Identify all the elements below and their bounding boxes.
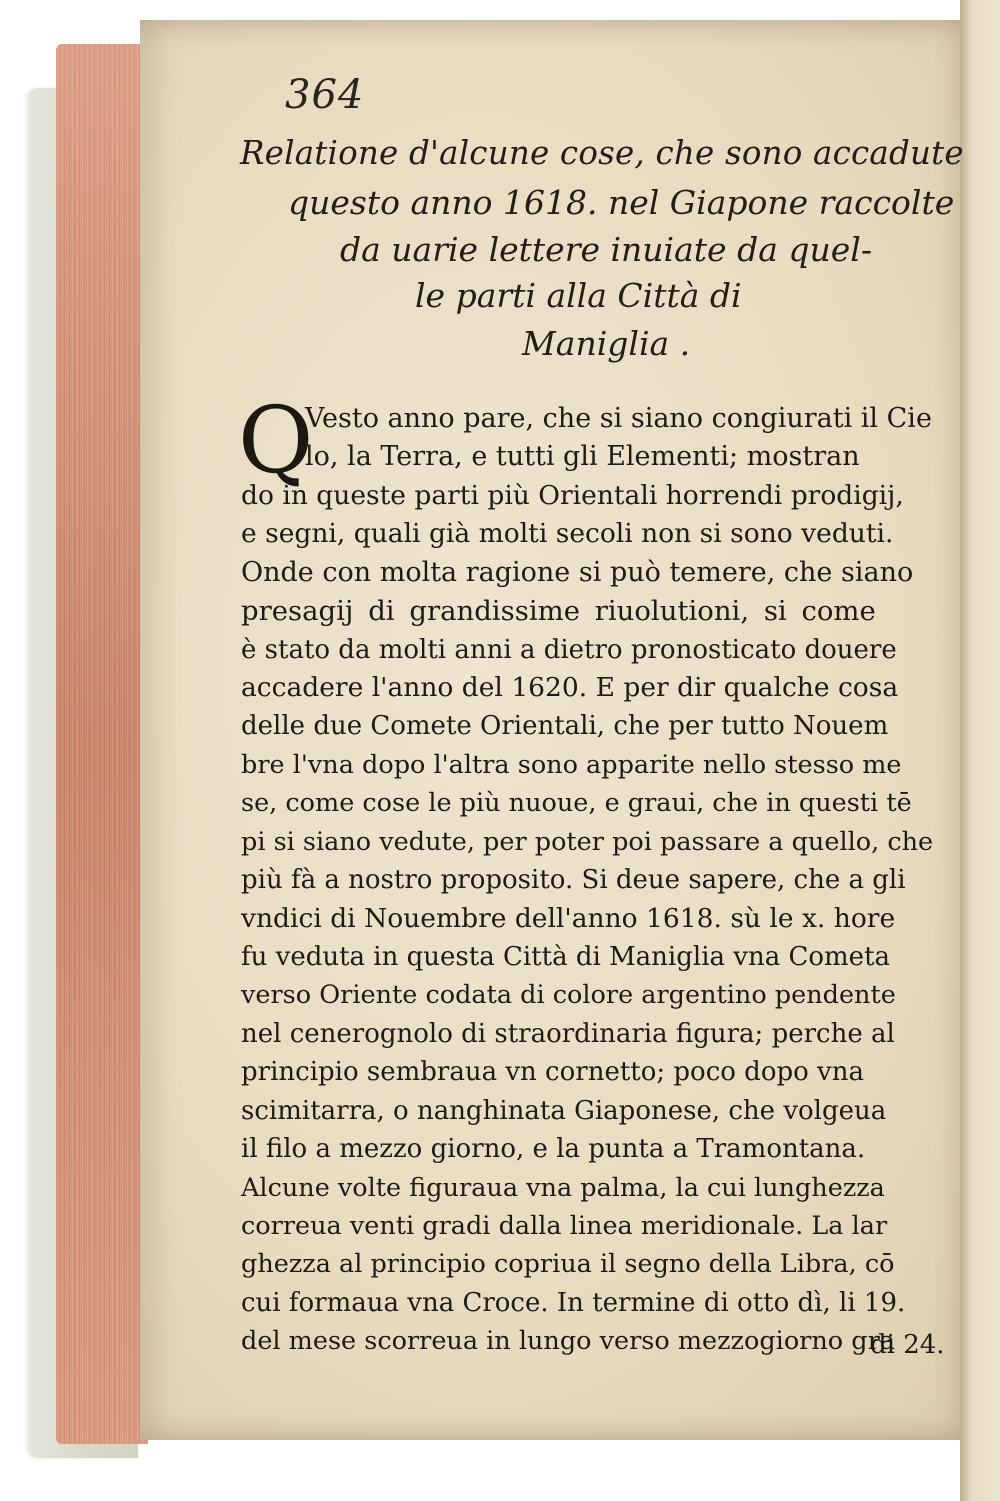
text-line: Onde con molta ragione si può temere, che siano [241, 557, 914, 588]
drop-cap: Q [238, 387, 314, 494]
text-line: scimitarra, o nanghinata Giaponese, che volgeua [241, 1096, 887, 1126]
text-line: ghezza al principio copriua il segno della Libra, cō [241, 1249, 895, 1279]
text-line: cui formaua vna Croce. In termine di otto dì, li 19. [241, 1288, 906, 1318]
heading-line: Maniglia . [522, 324, 691, 363]
text-line: pi si siano vedute, per poter poi passare a quello, che [241, 827, 934, 857]
text-line: nel cenerognolo di straordinaria figura; perche al [241, 1019, 895, 1049]
text-line: bre l'vna dopo l'altra sono apparite nello stesso me [241, 750, 902, 780]
text-line: correua venti gradi dalla linea meridionale. La lar [241, 1211, 888, 1241]
text-line: vndici di Nouembre dell'anno 1618. sù le x. hore [241, 903, 896, 934]
text-line: lo, la Terra, e tutti gli Elementi; mostran [305, 441, 860, 472]
page-number: 364 [285, 72, 365, 118]
heading-line: questo anno 1618. nel Giapone raccolte [288, 183, 955, 222]
text-line: principio sembraua vn cornetto; poco dopo vna [241, 1057, 864, 1087]
text-line: più fà a nostro proposito. Si deue sapere, che a gli [241, 865, 906, 895]
catchword: di 24. [870, 1330, 945, 1360]
text-line: se, come cose le più nuoue, e graui, che in questi tē [241, 788, 912, 818]
text-line: presagij di grandissime riuolutioni, si come [241, 595, 876, 627]
text-line: fu veduta in questa Città di Maniglia vna Cometa [241, 942, 891, 972]
text-line: Vesto anno pare, che si siano congiurati il Cie [305, 403, 932, 434]
heading-line: Relatione d'alcune cose, che sono accadute [240, 134, 964, 172]
text-line: verso Oriente codata di colore argentino pendente [241, 980, 896, 1010]
heading-line: da uarie lettere inuiate da quel- [340, 230, 872, 269]
text-line: do in queste parti più Orientali horrendi prodigij, [241, 480, 904, 511]
text-line: delle due Comete Orientali, che per tutto Nouem [241, 711, 889, 741]
text-line: accadere l'anno del 1620. E per dir qualche cosa [241, 672, 899, 703]
text-line: Alcune volte figuraua vna palma, la cui lunghezza [241, 1173, 885, 1203]
text-line: il filo a mezzo giorno, e la punta a Tramontana. [241, 1134, 866, 1164]
text-line: è stato da molti anni a dietro pronosticato douere [241, 635, 897, 665]
text-line: del mese scorreua in lungo verso mezzogiorno gra [241, 1326, 895, 1356]
text-line: e segni, quali già molti secoli non si sono veduti. [241, 518, 894, 549]
heading-line: le parti alla Città di [415, 276, 742, 315]
